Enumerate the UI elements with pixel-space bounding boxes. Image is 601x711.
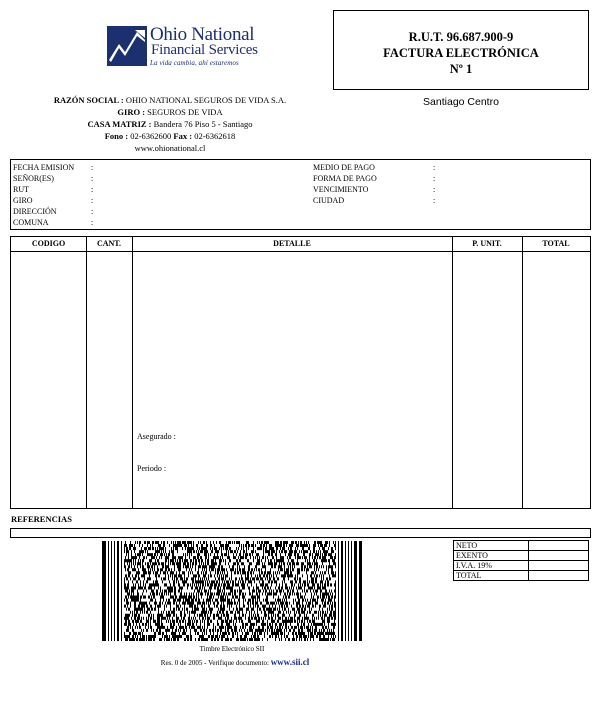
field-forma-pago: FORMA DE PAGO : (313, 174, 436, 183)
casa-matriz-label: CASA MATRIZ : (87, 119, 152, 129)
razon-social-line (20, 94, 320, 106)
header-total: TOTAL (542, 239, 570, 248)
totals-table (453, 540, 589, 581)
rut-number: R.U.T. 96.687.900-9 (408, 30, 514, 44)
razon-social-label: RAZÓN SOCIAL : (53, 95, 124, 105)
client-info-box: FECHA EMISION : SEÑOR(ES) : RUT : GIRO : DIRECCIÓN : COMUNA : MEDIO DE PAGO : FORMA DE PAGO : VENCIMIENTO : CIUDAD : (10, 159, 591, 230)
document-type: FACTURA ELECTRÓNICA (383, 46, 539, 60)
giro-label: GIRO : (117, 107, 146, 117)
timbre-barcode (102, 541, 362, 641)
company-info (20, 94, 320, 154)
company-website[interactable]: www.ohionational.cl (134, 143, 206, 153)
field-ciudad: CIUDAD : (313, 196, 436, 205)
periodo-label: Periodo : (137, 464, 167, 473)
invoice-number: Nº 1 (449, 62, 473, 76)
fono-label: Fono : (104, 131, 129, 141)
totals-row-iva: I.V.A. 19% (454, 561, 589, 571)
giro-line (20, 106, 320, 118)
sucursal: Santiago Centro (423, 96, 499, 108)
fono-value: 02-6362600 (130, 131, 172, 141)
resolution-line (80, 657, 390, 667)
totals-row-total: TOTAL (454, 571, 589, 581)
logo-subname: Financial Services (151, 42, 258, 58)
column-cant (86, 237, 133, 508)
logo-tagline: La vida cambia, ahí estaremos (150, 59, 239, 67)
giro-value: SEGUROS DE VIDA (147, 107, 223, 117)
header-cant: CANT. (96, 239, 122, 248)
resolution-text: Res. 0 de 2005 - Verifique documento: (160, 659, 269, 667)
referencias-title: REFERENCIAS (11, 514, 72, 524)
column-codigo (11, 237, 87, 508)
fax-value: 02-6362618 (194, 131, 236, 141)
casa-matriz-value: Bandera 76 Piso 5 - Santiago (153, 119, 253, 129)
field-medio-pago: MEDIO DE PAGO : (313, 163, 436, 172)
items-table (10, 236, 591, 509)
sii-link[interactable]: www.sii.cl (270, 657, 310, 667)
fax-label: Fax : (173, 131, 193, 141)
client-fields-right (313, 162, 583, 206)
header-codigo: CODIGO (31, 239, 66, 248)
ohio-national-logo-icon (107, 26, 147, 66)
totals-row-exento: EXENTO (454, 551, 589, 561)
casa-matriz-line (20, 118, 320, 130)
logo-name: Ohio National (150, 24, 255, 45)
column-detalle (132, 237, 453, 508)
column-punit (452, 237, 523, 508)
asegurado-label: Asegurado : (137, 432, 176, 441)
field-vencimiento: VENCIMIENTO : (313, 185, 436, 194)
header-punit: P. UNIT. (472, 239, 502, 248)
razon-social-value: OHIO NATIONAL SEGUROS DE VIDA S.A. (125, 95, 287, 105)
header-detalle: DETALLE (273, 239, 311, 248)
totals-row-neto: NETO (454, 541, 589, 551)
rut-box (333, 10, 589, 90)
referencias-box (10, 528, 591, 538)
phone-line (20, 130, 320, 142)
timbre-label: Timbre Electrónico SII (199, 645, 265, 653)
